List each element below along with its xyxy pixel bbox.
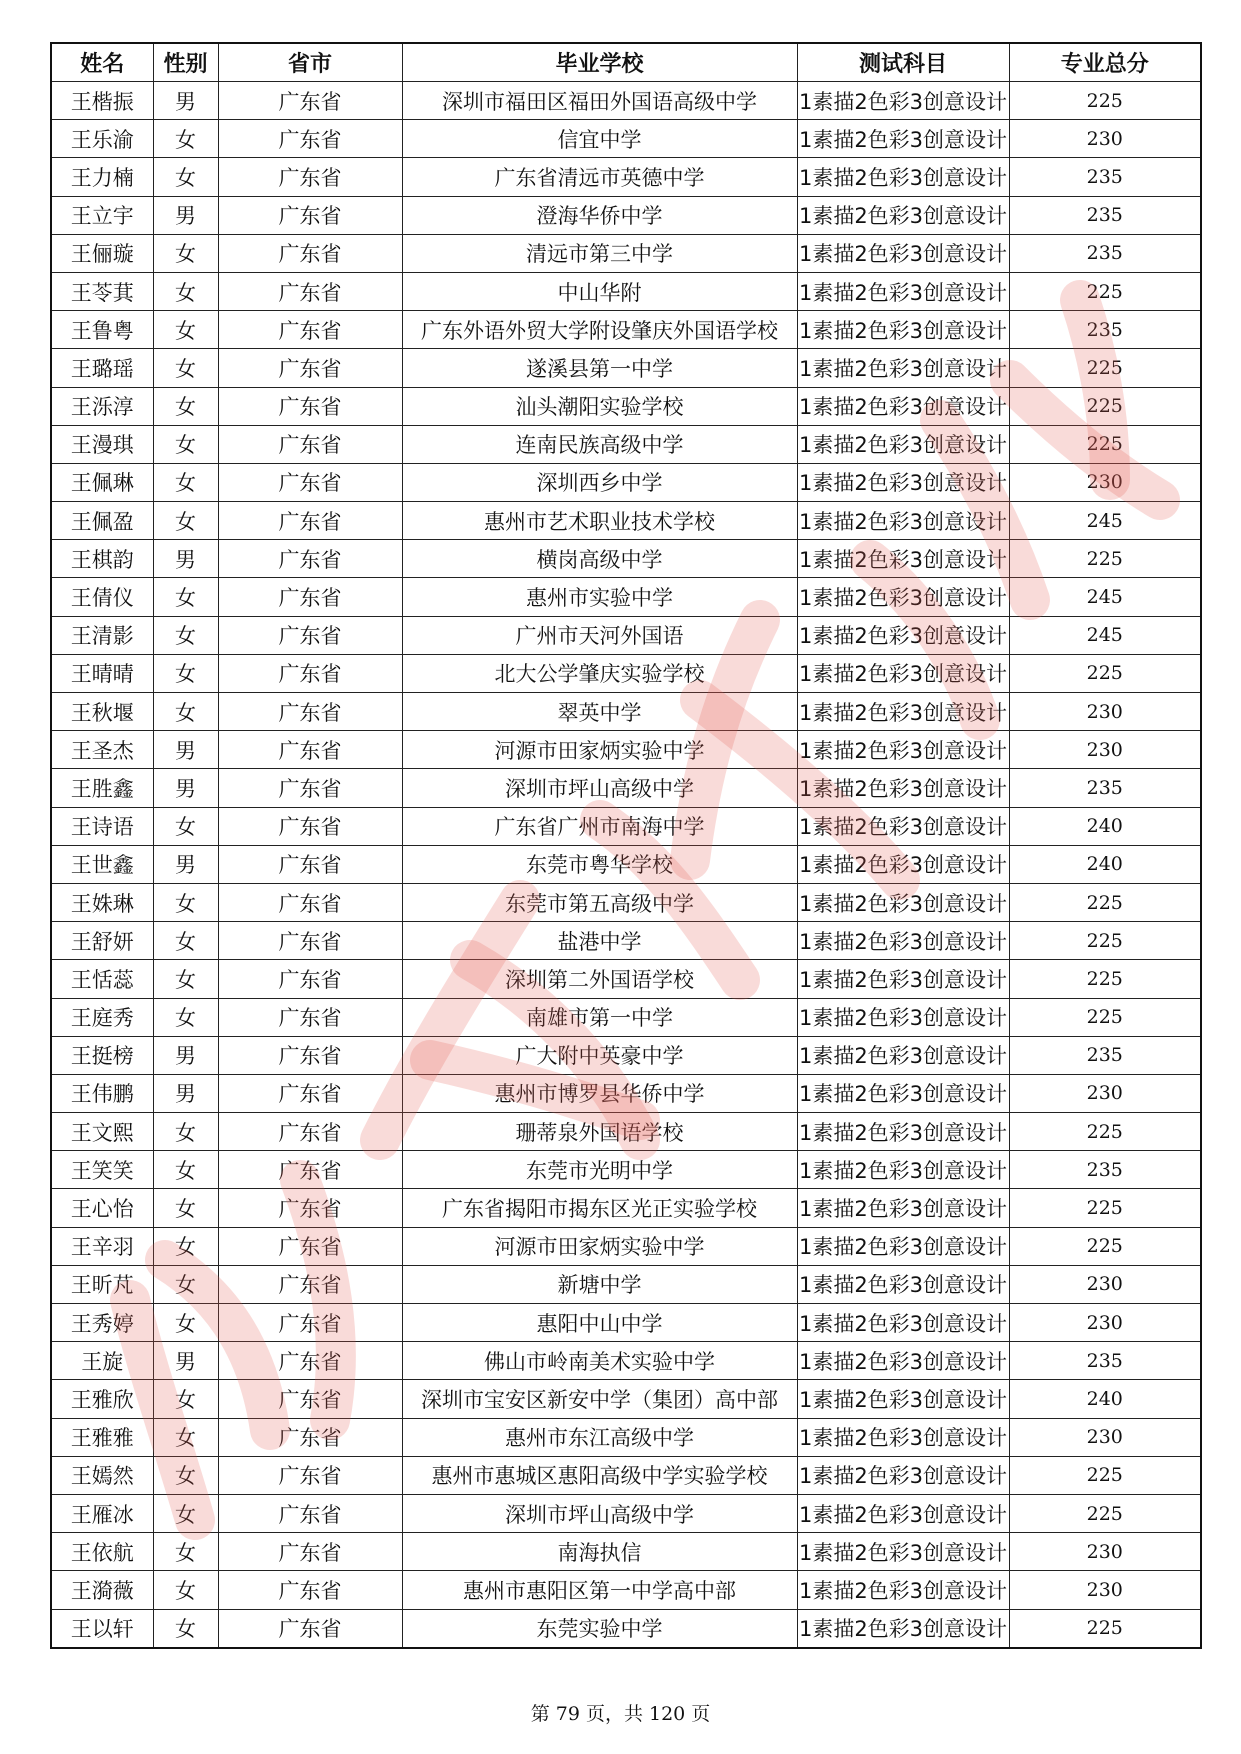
cell-score: 225 <box>1009 1227 1201 1265</box>
cell-name: 王昕芃 <box>51 1265 153 1303</box>
cell-gender: 女 <box>153 120 218 158</box>
cell-name: 王立宇 <box>51 196 153 234</box>
cell-school: 惠州市艺术职业技术学校 <box>402 502 797 540</box>
table-row <box>51 1533 1201 1571</box>
cell-province: 广东省 <box>218 502 402 540</box>
cell-name: 王伟鹏 <box>51 1074 153 1112</box>
cell-score: 225 <box>1009 272 1201 310</box>
cell-province: 广东省 <box>218 311 402 349</box>
cell-subject: 1素描2色彩3创意设计 <box>797 1571 1009 1609</box>
cell-school: 东莞市光明中学 <box>402 1151 797 1189</box>
cell-province: 广东省 <box>218 654 402 692</box>
cell-province: 广东省 <box>218 1113 402 1151</box>
cell-province: 广东省 <box>218 693 402 731</box>
cell-score: 225 <box>1009 1609 1201 1648</box>
cell-score: 245 <box>1009 616 1201 654</box>
cell-score: 245 <box>1009 578 1201 616</box>
cell-gender: 女 <box>153 158 218 196</box>
cell-gender: 女 <box>153 387 218 425</box>
cell-subject: 1素描2色彩3创意设计 <box>797 731 1009 769</box>
cell-score: 230 <box>1009 1533 1201 1571</box>
cell-name: 王嫣然 <box>51 1456 153 1494</box>
cell-school: 广东省广州市南海中学 <box>402 807 797 845</box>
cell-score: 225 <box>1009 1189 1201 1227</box>
cell-score: 235 <box>1009 196 1201 234</box>
table-row <box>51 158 1201 196</box>
cell-school: 新塘中学 <box>402 1265 797 1303</box>
cell-name: 王笑笑 <box>51 1151 153 1189</box>
cell-gender: 女 <box>153 502 218 540</box>
cell-name: 王佩盈 <box>51 502 153 540</box>
table-row <box>51 1456 1201 1494</box>
table-row <box>51 769 1201 807</box>
cell-score: 225 <box>1009 425 1201 463</box>
cell-gender: 男 <box>153 769 218 807</box>
cell-name: 王泺淳 <box>51 387 153 425</box>
cell-gender: 女 <box>153 1227 218 1265</box>
cell-subject: 1素描2色彩3创意设计 <box>797 1113 1009 1151</box>
table-row <box>51 311 1201 349</box>
cell-school: 深圳西乡中学 <box>402 463 797 501</box>
cell-gender: 男 <box>153 82 218 120</box>
cell-gender: 女 <box>153 1380 218 1418</box>
table-row <box>51 845 1201 883</box>
cell-school: 深圳市宝安区新安中学（集团）高中部 <box>402 1380 797 1418</box>
cell-score: 230 <box>1009 120 1201 158</box>
cell-gender: 女 <box>153 425 218 463</box>
cell-gender: 女 <box>153 1494 218 1532</box>
cell-name: 王雅雅 <box>51 1418 153 1456</box>
col-header-province: 省市 <box>218 43 402 82</box>
cell-score: 235 <box>1009 234 1201 272</box>
table-row <box>51 82 1201 120</box>
cell-school: 珊蒂泉外国语学校 <box>402 1113 797 1151</box>
cell-subject: 1素描2色彩3创意设计 <box>797 234 1009 272</box>
cell-subject: 1素描2色彩3创意设计 <box>797 769 1009 807</box>
cell-gender: 女 <box>153 463 218 501</box>
cell-score: 245 <box>1009 502 1201 540</box>
table-header <box>51 43 1201 82</box>
cell-subject: 1素描2色彩3创意设计 <box>797 845 1009 883</box>
cell-province: 广东省 <box>218 1304 402 1342</box>
cell-subject: 1素描2色彩3创意设计 <box>797 998 1009 1036</box>
cell-school: 惠阳中山中学 <box>402 1304 797 1342</box>
cell-name: 王雁冰 <box>51 1494 153 1532</box>
cell-subject: 1素描2色彩3创意设计 <box>797 1265 1009 1303</box>
cell-school: 惠州市博罗县华侨中学 <box>402 1074 797 1112</box>
header-row <box>51 43 1201 82</box>
table-row <box>51 425 1201 463</box>
cell-gender: 女 <box>153 1304 218 1342</box>
cell-province: 广东省 <box>218 463 402 501</box>
cell-subject: 1素描2色彩3创意设计 <box>797 960 1009 998</box>
table-row <box>51 349 1201 387</box>
cell-name: 王璐瑶 <box>51 349 153 387</box>
cell-score: 230 <box>1009 1074 1201 1112</box>
cell-province: 广东省 <box>218 960 402 998</box>
cell-name: 王秋堰 <box>51 693 153 731</box>
cell-score: 225 <box>1009 540 1201 578</box>
table-row <box>51 960 1201 998</box>
cell-name: 王漫琪 <box>51 425 153 463</box>
cell-province: 广东省 <box>218 1533 402 1571</box>
cell-province: 广东省 <box>218 120 402 158</box>
cell-name: 王文熙 <box>51 1113 153 1151</box>
cell-name: 王诗语 <box>51 807 153 845</box>
cell-score: 225 <box>1009 960 1201 998</box>
cell-subject: 1素描2色彩3创意设计 <box>797 82 1009 120</box>
cell-gender: 女 <box>153 1113 218 1151</box>
cell-score: 225 <box>1009 1113 1201 1151</box>
cell-province: 广东省 <box>218 349 402 387</box>
cell-subject: 1素描2色彩3创意设计 <box>797 425 1009 463</box>
cell-gender: 男 <box>153 731 218 769</box>
cell-score: 230 <box>1009 1418 1201 1456</box>
cell-name: 王依航 <box>51 1533 153 1571</box>
cell-school: 东莞市粤华学校 <box>402 845 797 883</box>
cell-province: 广东省 <box>218 1342 402 1380</box>
cell-score: 225 <box>1009 387 1201 425</box>
table-row <box>51 1036 1201 1074</box>
cell-school: 广东外语外贸大学附设肇庆外国语学校 <box>402 311 797 349</box>
col-header-name: 姓名 <box>51 43 153 82</box>
cell-score: 230 <box>1009 1265 1201 1303</box>
cell-score: 225 <box>1009 922 1201 960</box>
table-row <box>51 1151 1201 1189</box>
cell-name: 王倩仪 <box>51 578 153 616</box>
cell-school: 惠州市实验中学 <box>402 578 797 616</box>
table-row <box>51 234 1201 272</box>
cell-score: 235 <box>1009 158 1201 196</box>
cell-province: 广东省 <box>218 234 402 272</box>
table-row <box>51 387 1201 425</box>
cell-gender: 女 <box>153 1609 218 1648</box>
cell-province: 广东省 <box>218 272 402 310</box>
cell-name: 王挺榜 <box>51 1036 153 1074</box>
cell-subject: 1素描2色彩3创意设计 <box>797 1456 1009 1494</box>
cell-name: 王旋 <box>51 1342 153 1380</box>
admission-results-table <box>50 42 1202 1649</box>
cell-school: 广大附中英豪中学 <box>402 1036 797 1074</box>
cell-school: 连南民族高级中学 <box>402 425 797 463</box>
cell-gender: 男 <box>153 1342 218 1380</box>
cell-score: 230 <box>1009 731 1201 769</box>
cell-gender: 女 <box>153 883 218 921</box>
cell-name: 王清影 <box>51 616 153 654</box>
cell-province: 广东省 <box>218 1571 402 1609</box>
cell-name: 王棋韵 <box>51 540 153 578</box>
cell-school: 广东省揭阳市揭东区光正实验学校 <box>402 1189 797 1227</box>
table-row <box>51 1494 1201 1532</box>
table-row <box>51 120 1201 158</box>
cell-name: 王雅欣 <box>51 1380 153 1418</box>
cell-school: 横岗高级中学 <box>402 540 797 578</box>
cell-subject: 1素描2色彩3创意设计 <box>797 1533 1009 1571</box>
cell-score: 225 <box>1009 654 1201 692</box>
table-row <box>51 272 1201 310</box>
cell-name: 王佩琳 <box>51 463 153 501</box>
cell-school: 信宜中学 <box>402 120 797 158</box>
cell-gender: 女 <box>153 654 218 692</box>
cell-score: 230 <box>1009 1304 1201 1342</box>
cell-gender: 男 <box>153 1036 218 1074</box>
cell-province: 广东省 <box>218 1151 402 1189</box>
cell-school: 佛山市岭南美术实验中学 <box>402 1342 797 1380</box>
cell-province: 广东省 <box>218 540 402 578</box>
cell-school: 惠州市惠阳区第一中学高中部 <box>402 1571 797 1609</box>
cell-name: 王晴晴 <box>51 654 153 692</box>
cell-province: 广东省 <box>218 922 402 960</box>
cell-subject: 1素描2色彩3创意设计 <box>797 1189 1009 1227</box>
cell-province: 广东省 <box>218 883 402 921</box>
table-row <box>51 654 1201 692</box>
cell-gender: 女 <box>153 616 218 654</box>
cell-province: 广东省 <box>218 578 402 616</box>
table-body <box>51 82 1201 1648</box>
cell-school: 惠州市东江高级中学 <box>402 1418 797 1456</box>
table-row <box>51 616 1201 654</box>
cell-province: 广东省 <box>218 425 402 463</box>
cell-gender: 女 <box>153 1265 218 1303</box>
cell-gender: 男 <box>153 196 218 234</box>
cell-subject: 1素描2色彩3创意设计 <box>797 1227 1009 1265</box>
cell-subject: 1素描2色彩3创意设计 <box>797 616 1009 654</box>
cell-gender: 女 <box>153 349 218 387</box>
cell-score: 240 <box>1009 807 1201 845</box>
cell-gender: 女 <box>153 1189 218 1227</box>
table-row <box>51 731 1201 769</box>
cell-name: 王苓萁 <box>51 272 153 310</box>
cell-province: 广东省 <box>218 196 402 234</box>
cell-subject: 1素描2色彩3创意设计 <box>797 693 1009 731</box>
page-footer: 第 79 页，共 120 页 <box>530 1703 711 1725</box>
cell-school: 南雄市第一中学 <box>402 998 797 1036</box>
cell-school: 翠英中学 <box>402 693 797 731</box>
cell-subject: 1素描2色彩3创意设计 <box>797 502 1009 540</box>
col-header-score: 专业总分 <box>1009 43 1201 82</box>
cell-subject: 1素描2色彩3创意设计 <box>797 1609 1009 1648</box>
cell-subject: 1素描2色彩3创意设计 <box>797 1036 1009 1074</box>
cell-gender: 女 <box>153 234 218 272</box>
cell-subject: 1素描2色彩3创意设计 <box>797 1380 1009 1418</box>
table-row <box>51 540 1201 578</box>
table-row <box>51 196 1201 234</box>
cell-school: 汕头潮阳实验学校 <box>402 387 797 425</box>
cell-school: 深圳市坪山高级中学 <box>402 1494 797 1532</box>
cell-province: 广东省 <box>218 82 402 120</box>
cell-subject: 1素描2色彩3创意设计 <box>797 807 1009 845</box>
cell-province: 广东省 <box>218 1456 402 1494</box>
cell-name: 王乐渝 <box>51 120 153 158</box>
cell-school: 遂溪县第一中学 <box>402 349 797 387</box>
cell-province: 广东省 <box>218 769 402 807</box>
table-row <box>51 807 1201 845</box>
cell-province: 广东省 <box>218 616 402 654</box>
col-header-school: 毕业学校 <box>402 43 797 82</box>
table-row <box>51 1265 1201 1303</box>
cell-subject: 1素描2色彩3创意设计 <box>797 1494 1009 1532</box>
cell-score: 225 <box>1009 883 1201 921</box>
cell-school: 河源市田家炳实验中学 <box>402 1227 797 1265</box>
cell-subject: 1素描2色彩3创意设计 <box>797 272 1009 310</box>
table-row <box>51 693 1201 731</box>
cell-province: 广东省 <box>218 1380 402 1418</box>
cell-school: 深圳市坪山高级中学 <box>402 769 797 807</box>
cell-gender: 女 <box>153 1418 218 1456</box>
cell-gender: 女 <box>153 998 218 1036</box>
cell-gender: 女 <box>153 578 218 616</box>
cell-score: 235 <box>1009 311 1201 349</box>
cell-province: 广东省 <box>218 1189 402 1227</box>
cell-gender: 女 <box>153 807 218 845</box>
cell-province: 广东省 <box>218 731 402 769</box>
table-row <box>51 1571 1201 1609</box>
cell-score: 225 <box>1009 82 1201 120</box>
cell-province: 广东省 <box>218 998 402 1036</box>
col-header-gender: 性别 <box>153 43 218 82</box>
cell-name: 王恬蕊 <box>51 960 153 998</box>
cell-school: 南海执信 <box>402 1533 797 1571</box>
cell-school: 深圳第二外国语学校 <box>402 960 797 998</box>
table-row <box>51 502 1201 540</box>
cell-name: 王楷振 <box>51 82 153 120</box>
cell-subject: 1素描2色彩3创意设计 <box>797 463 1009 501</box>
table-row <box>51 1342 1201 1380</box>
cell-province: 广东省 <box>218 1418 402 1456</box>
cell-school: 东莞实验中学 <box>402 1609 797 1648</box>
table-row <box>51 1418 1201 1456</box>
cell-gender: 女 <box>153 960 218 998</box>
cell-subject: 1素描2色彩3创意设计 <box>797 196 1009 234</box>
cell-score: 225 <box>1009 1494 1201 1532</box>
cell-subject: 1素描2色彩3创意设计 <box>797 1074 1009 1112</box>
cell-school: 广东省清远市英德中学 <box>402 158 797 196</box>
cell-gender: 女 <box>153 1456 218 1494</box>
cell-gender: 女 <box>153 693 218 731</box>
cell-gender: 男 <box>153 540 218 578</box>
cell-school: 惠州市惠城区惠阳高级中学实验学校 <box>402 1456 797 1494</box>
cell-subject: 1素描2色彩3创意设计 <box>797 578 1009 616</box>
cell-subject: 1素描2色彩3创意设计 <box>797 1304 1009 1342</box>
cell-name: 王心怡 <box>51 1189 153 1227</box>
cell-name: 王秀婷 <box>51 1304 153 1342</box>
cell-province: 广东省 <box>218 1494 402 1532</box>
table-row <box>51 578 1201 616</box>
table-row <box>51 1609 1201 1648</box>
cell-school: 盐港中学 <box>402 922 797 960</box>
cell-name: 王世鑫 <box>51 845 153 883</box>
cell-score: 235 <box>1009 1342 1201 1380</box>
cell-score: 240 <box>1009 1380 1201 1418</box>
cell-name: 王以轩 <box>51 1609 153 1648</box>
cell-subject: 1素描2色彩3创意设计 <box>797 654 1009 692</box>
table-row <box>51 1113 1201 1151</box>
cell-gender: 女 <box>153 311 218 349</box>
cell-school: 深圳市福田区福田外国语高级中学 <box>402 82 797 120</box>
cell-subject: 1素描2色彩3创意设计 <box>797 540 1009 578</box>
cell-province: 广东省 <box>218 1265 402 1303</box>
cell-score: 225 <box>1009 998 1201 1036</box>
col-header-subject: 测试科目 <box>797 43 1009 82</box>
cell-gender: 男 <box>153 1074 218 1112</box>
table-row <box>51 1304 1201 1342</box>
cell-name: 王舒妍 <box>51 922 153 960</box>
table-row <box>51 922 1201 960</box>
cell-subject: 1素描2色彩3创意设计 <box>797 1151 1009 1189</box>
cell-subject: 1素描2色彩3创意设计 <box>797 349 1009 387</box>
cell-score: 225 <box>1009 349 1201 387</box>
cell-province: 广东省 <box>218 1609 402 1648</box>
cell-score: 230 <box>1009 693 1201 731</box>
cell-province: 广东省 <box>218 807 402 845</box>
cell-score: 230 <box>1009 1571 1201 1609</box>
cell-subject: 1素描2色彩3创意设计 <box>797 1342 1009 1380</box>
cell-subject: 1素描2色彩3创意设计 <box>797 883 1009 921</box>
table-row <box>51 1074 1201 1112</box>
cell-province: 广东省 <box>218 158 402 196</box>
cell-score: 240 <box>1009 845 1201 883</box>
table-row <box>51 883 1201 921</box>
cell-subject: 1素描2色彩3创意设计 <box>797 922 1009 960</box>
cell-subject: 1素描2色彩3创意设计 <box>797 1418 1009 1456</box>
cell-subject: 1素描2色彩3创意设计 <box>797 120 1009 158</box>
cell-school: 中山华附 <box>402 272 797 310</box>
table-row <box>51 463 1201 501</box>
cell-name: 王庭秀 <box>51 998 153 1036</box>
table-row <box>51 1380 1201 1418</box>
cell-name: 王胜鑫 <box>51 769 153 807</box>
cell-province: 广东省 <box>218 845 402 883</box>
cell-score: 225 <box>1009 1456 1201 1494</box>
cell-school: 清远市第三中学 <box>402 234 797 272</box>
cell-score: 235 <box>1009 769 1201 807</box>
cell-school: 北大公学肇庆实验学校 <box>402 654 797 692</box>
cell-name: 王姝琳 <box>51 883 153 921</box>
cell-name: 王力楠 <box>51 158 153 196</box>
cell-school: 澄海华侨中学 <box>402 196 797 234</box>
cell-gender: 男 <box>153 845 218 883</box>
cell-school: 东莞市第五高级中学 <box>402 883 797 921</box>
table-row <box>51 998 1201 1036</box>
table-row <box>51 1189 1201 1227</box>
cell-subject: 1素描2色彩3创意设计 <box>797 387 1009 425</box>
cell-name: 王鲁粤 <box>51 311 153 349</box>
cell-name: 王俪璇 <box>51 234 153 272</box>
cell-name: 王圣杰 <box>51 731 153 769</box>
cell-score: 235 <box>1009 1151 1201 1189</box>
cell-name: 王漪薇 <box>51 1571 153 1609</box>
cell-subject: 1素描2色彩3创意设计 <box>797 158 1009 196</box>
cell-gender: 女 <box>153 272 218 310</box>
cell-subject: 1素描2色彩3创意设计 <box>797 311 1009 349</box>
cell-province: 广东省 <box>218 1036 402 1074</box>
cell-gender: 女 <box>153 1533 218 1571</box>
cell-school: 广州市天河外国语 <box>402 616 797 654</box>
cell-province: 广东省 <box>218 1074 402 1112</box>
cell-score: 230 <box>1009 463 1201 501</box>
cell-name: 王辛羽 <box>51 1227 153 1265</box>
cell-gender: 女 <box>153 922 218 960</box>
cell-score: 235 <box>1009 1036 1201 1074</box>
table-row <box>51 1227 1201 1265</box>
cell-gender: 女 <box>153 1571 218 1609</box>
cell-province: 广东省 <box>218 1227 402 1265</box>
cell-province: 广东省 <box>218 387 402 425</box>
cell-school: 河源市田家炳实验中学 <box>402 731 797 769</box>
cell-gender: 女 <box>153 1151 218 1189</box>
